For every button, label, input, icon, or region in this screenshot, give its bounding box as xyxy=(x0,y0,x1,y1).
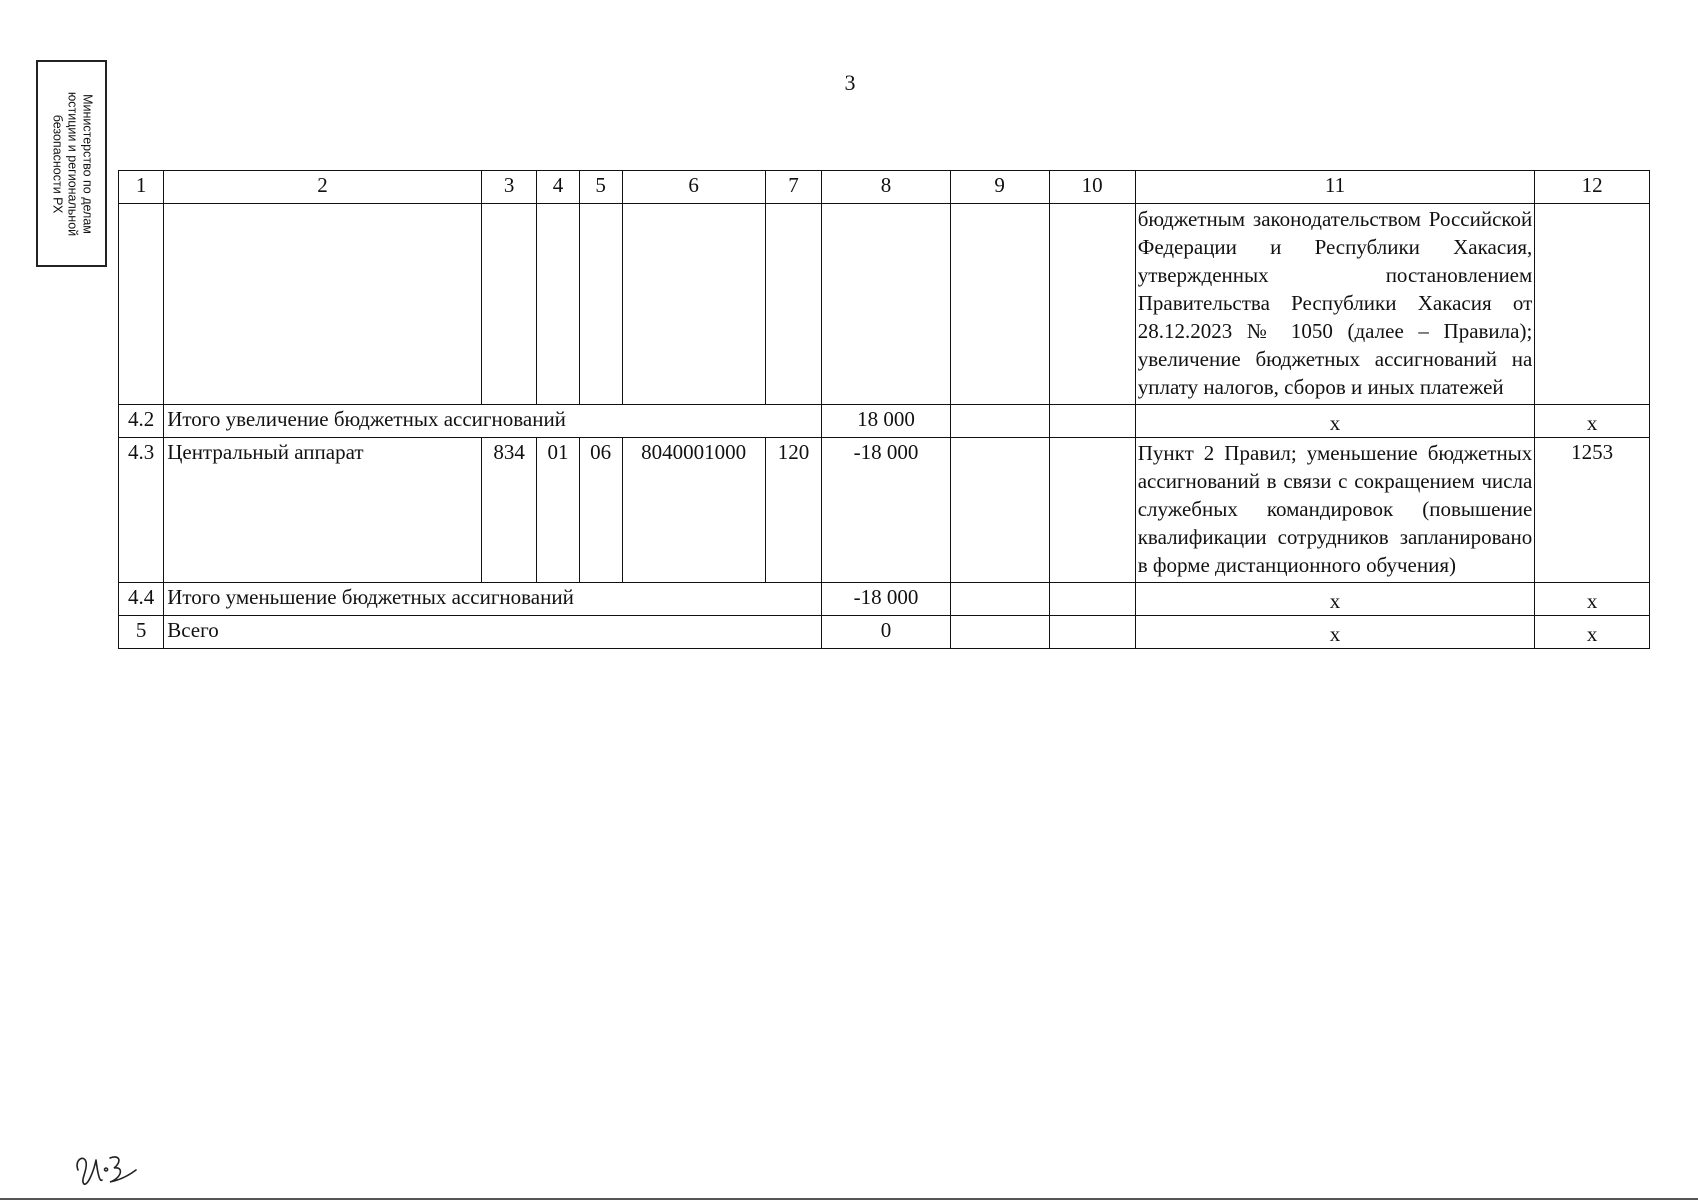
amount-cell: -18 000 xyxy=(822,583,950,616)
header-cell: 2 xyxy=(164,171,482,204)
stamp-line: безопасности РХ xyxy=(50,114,64,213)
amount-cell: 18 000 xyxy=(822,405,950,438)
ministry-stamp xyxy=(36,60,107,267)
col11-cell: х xyxy=(1135,405,1535,438)
section-code: 01 xyxy=(537,438,579,583)
header-cell: 7 xyxy=(765,171,822,204)
header-cell: 6 xyxy=(622,171,765,204)
row-name: Итого увеличение бюджетных ассигнований xyxy=(164,405,822,438)
row-number: 4.2 xyxy=(119,405,164,438)
row-number: 4.4 xyxy=(119,583,164,616)
header-cell: 11 xyxy=(1135,171,1535,204)
budget-table xyxy=(118,170,1650,649)
expense-type-code: 120 xyxy=(765,438,822,583)
subsection-code: 06 xyxy=(579,438,622,583)
justification-cell: бюджетным законодательством Российской Федерации и Республики Хакасия, утвержденных постановлением Правительства Республики Хакасия от 28.12.2023 № 1050 (далее – Правила); увеличение бюджетных ассигнований на уплату налогов, сборов и иных платежей xyxy=(1135,204,1535,405)
stamp-line: Министерство по делам xyxy=(80,93,94,234)
row-name: Всего xyxy=(164,616,822,649)
col12-cell: 1253 xyxy=(1535,438,1650,583)
table-row-4-2 xyxy=(119,405,1650,438)
col12-cell: х xyxy=(1535,616,1650,649)
col11-cell: х xyxy=(1135,616,1535,649)
col11-cell: х xyxy=(1135,583,1535,616)
row-number: 4.3 xyxy=(119,438,164,583)
row-name: Итого уменьшение бюджетных ассигнований xyxy=(164,583,822,616)
handwritten-signature xyxy=(70,1140,150,1190)
table-row-continuation xyxy=(119,204,1650,405)
header-cell: 8 xyxy=(822,171,950,204)
table-row-4-3 xyxy=(119,438,1650,583)
table-row-4-4 xyxy=(119,583,1650,616)
header-cell: 1 xyxy=(119,171,164,204)
target-article-code: 8040001000 xyxy=(622,438,765,583)
col12-cell: х xyxy=(1535,405,1650,438)
justification-cell: Пункт 2 Правил; уменьшение бюджетных ассигнований в связи с сокращением числа служебных командировок (повышение квалификации сотрудников запланировано в форме дистанционного обучения) xyxy=(1135,438,1535,583)
header-cell: 9 xyxy=(950,171,1049,204)
amount-cell: -18 000 xyxy=(822,438,950,583)
ministry-code: 834 xyxy=(481,438,537,583)
stamp-line: юстиции и региональной xyxy=(65,91,79,236)
amount-cell: 0 xyxy=(822,616,950,649)
header-cell: 5 xyxy=(579,171,622,204)
col12-cell: х xyxy=(1535,583,1650,616)
header-cell: 12 xyxy=(1535,171,1650,204)
header-cell: 10 xyxy=(1049,171,1135,204)
table-header-row xyxy=(119,171,1650,204)
table-row-5 xyxy=(119,616,1650,649)
header-cell: 4 xyxy=(537,171,579,204)
header-cell: 3 xyxy=(481,171,537,204)
row-number: 5 xyxy=(119,616,164,649)
row-name: Центральный аппарат xyxy=(164,438,482,583)
page-number: 3 xyxy=(844,70,856,95)
